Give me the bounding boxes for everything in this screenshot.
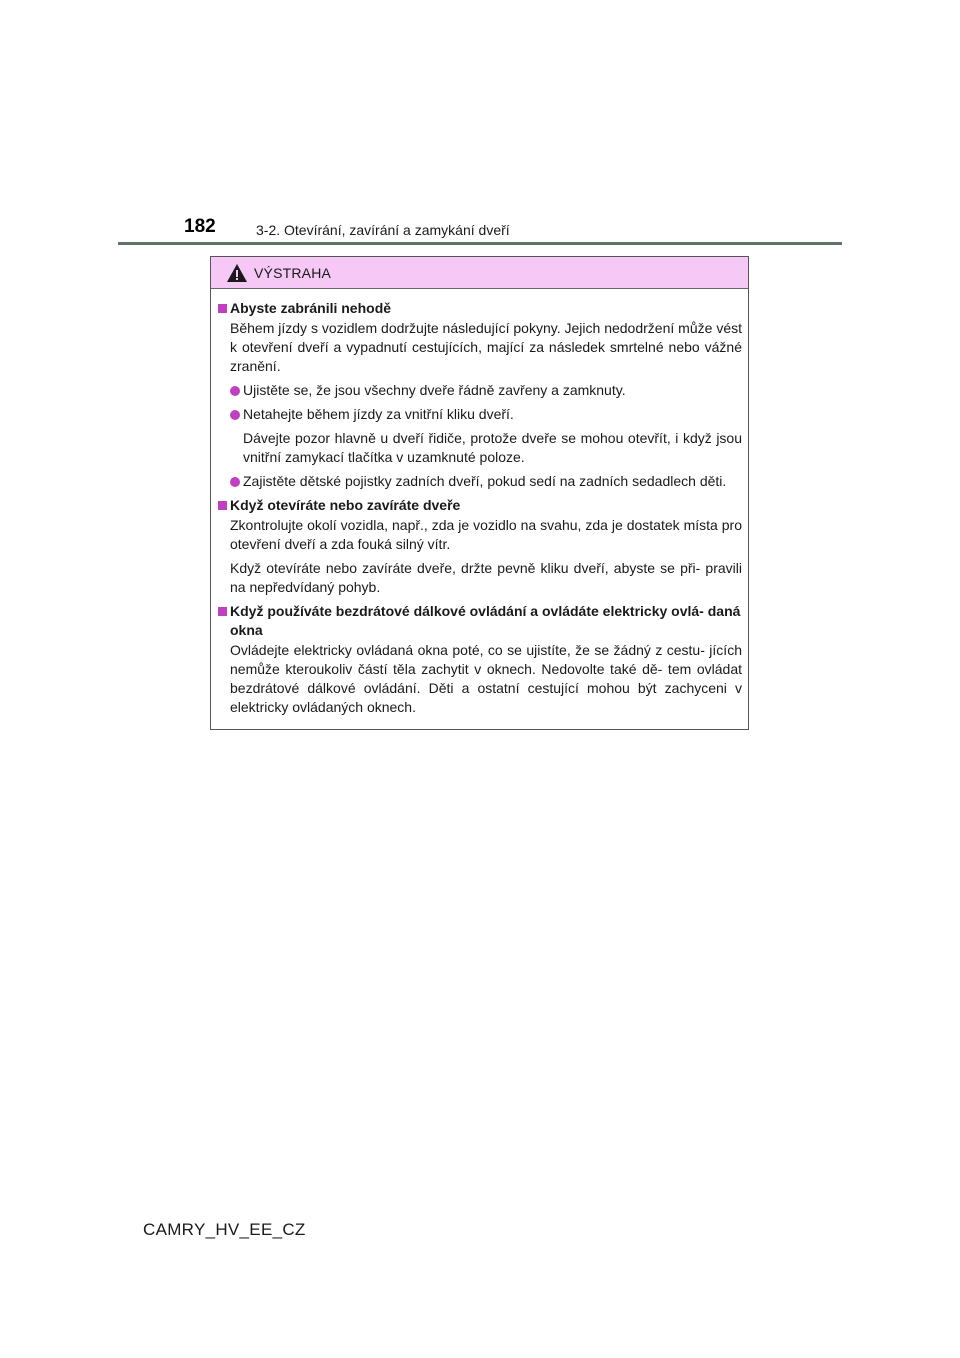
footer-model-code: CAMRY_HV_EE_CZ (143, 1220, 306, 1239)
bullet-dot-icon (230, 477, 240, 487)
section-heading (217, 299, 742, 318)
square-marker-icon (218, 501, 227, 510)
section-heading (217, 496, 742, 515)
page-number: 182 (184, 216, 216, 237)
paragraph: Zkontrolujte okolí vozidla, např., zda je vozidlo na svahu, zda je dostatek místa pro otevření dveří a zda fouká silný vítr. (230, 517, 742, 552)
header-rule (118, 242, 842, 245)
heading-text: Když otevíráte nebo zavíráte dveře (230, 497, 461, 513)
bullet-item (217, 472, 742, 491)
bullet-text: Ujistěte se, že jsou všechny dveře řádně zavřeny a zamknuty. (243, 382, 626, 398)
bullet-dot-icon (230, 410, 240, 420)
warning-body (211, 289, 748, 717)
square-marker-icon (218, 607, 227, 616)
warning-title: VÝSTRAHA (254, 265, 332, 281)
heading-text: Když používáte bezdrátové dálkové ovládání a ovládáte elektricky ovlá- daná okna (230, 603, 741, 638)
heading-text: Abyste zabránili nehodě (230, 300, 392, 316)
paragraph: Když otevíráte nebo zavíráte dveře, držte pevně kliku dveří, abyste se při- pravili na nepředvídaný pohyb. (230, 560, 742, 595)
bullet-dot-icon (230, 386, 240, 396)
paragraph: Během jízdy s vozidlem dodržujte následující pokyny. Jejich nedodržení může vést k otevření dveří a vypadnutí cestujících, mající za následek smrtelné nebo vážné zranění. (230, 320, 742, 374)
square-marker-icon (218, 304, 227, 313)
warning-header (211, 257, 748, 289)
bullet-note: Dávejte pozor hlavně u dveří řidiče, protože dveře se mohou otevřít, i když jsou vnitřní zamykací tlačítka v uzamknuté poloze. (243, 430, 742, 465)
bullet-item (217, 405, 742, 424)
section-title: 3-2. Otevírání, zavírání a zamykání dveří (256, 222, 510, 238)
bullet-text: Netahejte během jízdy za vnitřní kliku dveří. (243, 406, 514, 422)
paragraph: Ovládejte elektricky ovládaná okna poté, co se ujistíte, že se žádný z cestu- jících nemůže kteroukoliv částí těla zachytit v oknech. Nedovolte také dě- tem ovládat bezdrátové dálkové ovládání. Děti a ostatní cestující mohou být zachyceni v elektricky ovládaných oknech. (230, 642, 742, 715)
warning-box (210, 256, 749, 730)
bullet-item (217, 381, 742, 400)
bullet-text: Zajistěte dětské pojistky zadních dveří, pokud sedí na zadních sedadlech děti. (243, 473, 727, 489)
section-heading (217, 602, 742, 640)
warning-triangle-icon (226, 263, 248, 283)
